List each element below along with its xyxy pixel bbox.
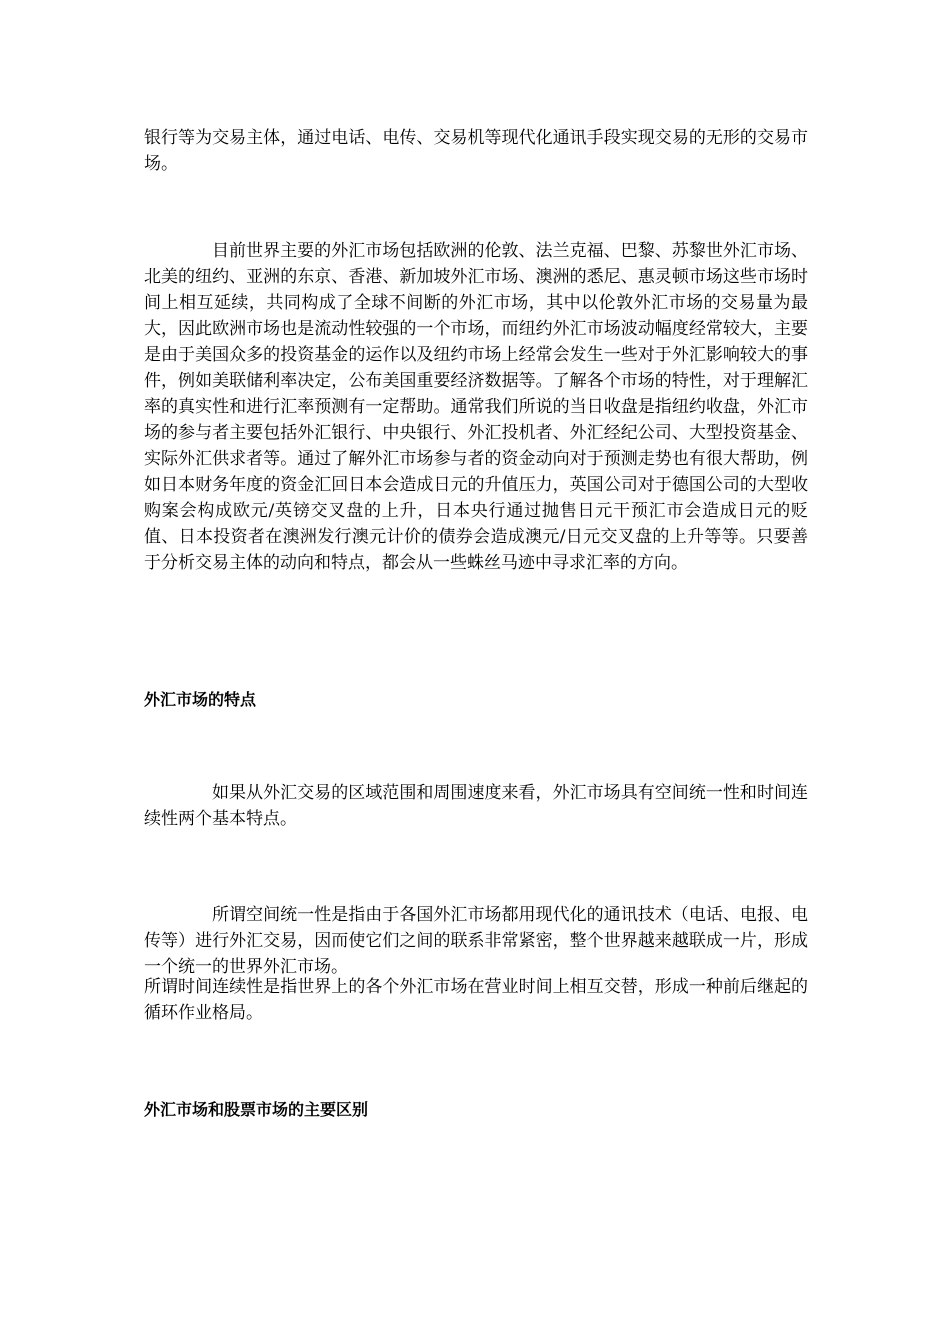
paragraph-market-definition-end: 银行等为交易主体，通过电话、电传、交易机等现代化通讯手段实现交易的无形的交易市场。 (144, 128, 808, 174)
heading-forex-vs-stock: 外汇市场和股票市场的主要区别 (144, 1100, 369, 1119)
heading-market-characteristics: 外汇市场的特点 (144, 690, 257, 709)
paragraph-major-markets: 目前世界主要的外汇市场包括欧洲的伦敦、法兰克福、巴黎、苏黎世外汇市场、北美的纽约、亚洲的东京、香港、新加坡外汇市场、澳洲的悉尼、惠灵顿市场这些市场时间上相互延续，共同构成了全球不间断的外汇市场，其中以伦敦外汇市场的交易量为最大，因此欧洲市场也是流动性较强的一个市场，而纽约外汇市场波动幅度经常较大，主要是由于美国众多的投资基金的运作以及纽约市场上经常会发生一些对于外汇影响较大的事件，例如美联储利率决定，公布美国重要经济数据等。了解各个市场的特性，对于理解汇率的真实性和进行汇率预测有一定帮助。通常我们所说的当日收盘是指纽约收盘，外汇市场的参与者主要包括外汇银行、中央银行、外汇投机者、外汇经纪公司、大型投资基金、实际外汇供求者等。通过了解外汇市场参与者的资金动向对于预测走势也有很大帮助，例如日本财务年度的资金汇回日本会造成日元的升值压力，英国公司对于德国公司的大型收购案会构成欧元/英镑交叉盘的上升，日本央行通过抛售日元干预汇市会造成日元的贬值、日本投资者在澳洲发行澳元计价的债券会造成澳元/日元交叉盘的上升等等。只要善于分析交易主体的动向和特点，都会从一些蛛丝马迹中寻求汇率的方向。 (144, 241, 808, 573)
paragraph-two-characteristics: 如果从外汇交易的区域范围和周围速度来看，外汇市场具有空间统一性和时间连续性两个基本特点。 (144, 783, 808, 829)
paragraph-time-continuity: 所谓时间连续性是指世界上的各个外汇市场在营业时间上相互交替，形成一种前后继起的循环作业格局。 (144, 977, 808, 1023)
paragraph-spatial-unity: 所谓空间统一性是指由于各国外汇市场都用现代化的通讯技术（电话、电报、电传等）进行外汇交易，因而使它们之间的联系非常紧密，整个世界越来越联成一片，形成一个统一的世界外汇市场。 (144, 905, 808, 977)
